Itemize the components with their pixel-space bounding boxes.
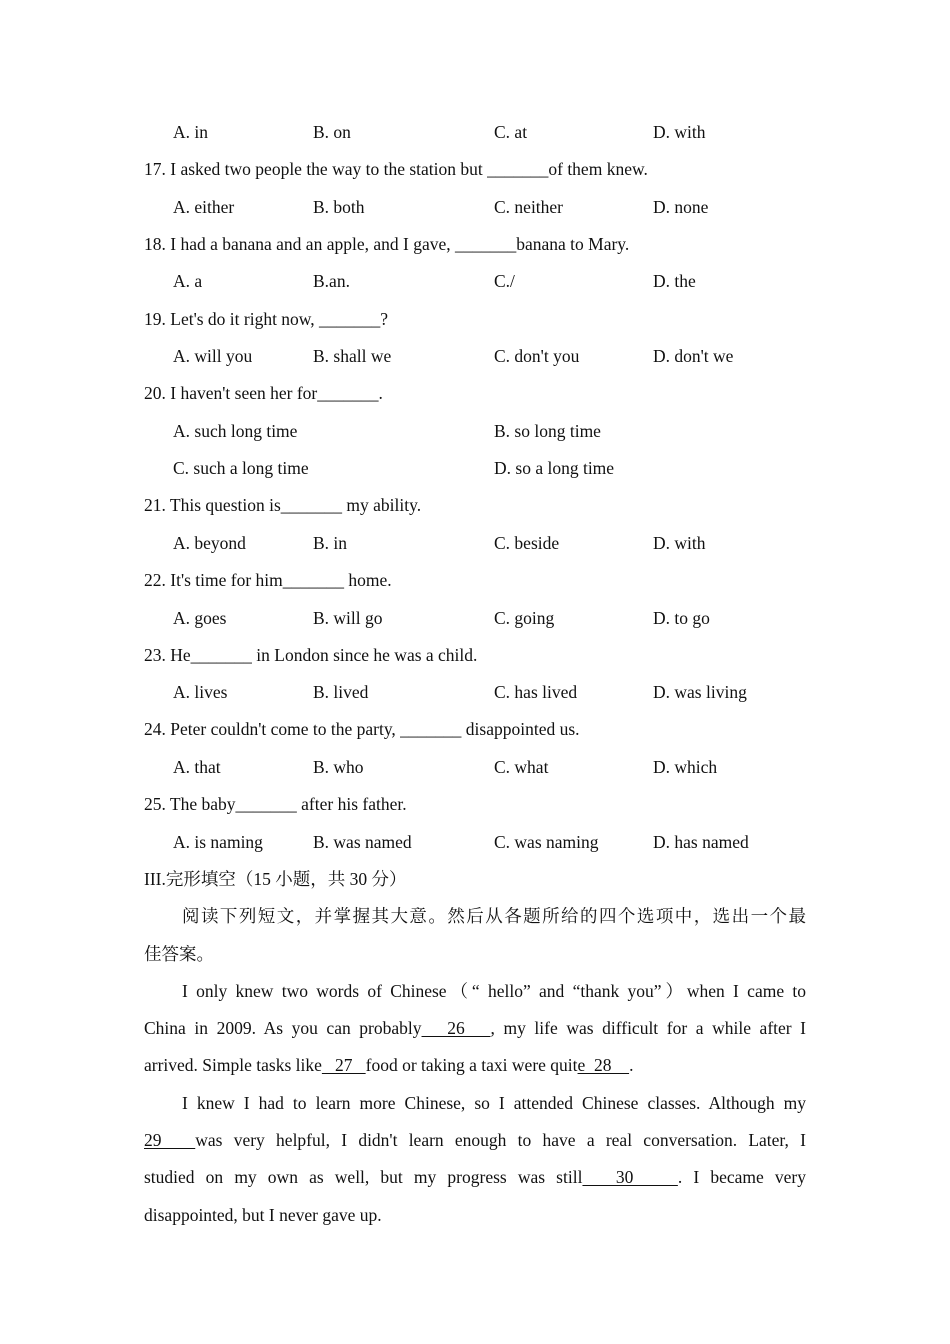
q24-stem: 24. Peter couldn't come to the party, _______ disappointed us. <box>144 719 580 739</box>
q23-option-d: D. was living <box>653 682 747 702</box>
q23-option-a: A. lives <box>173 682 228 702</box>
passage-p1-line-1: I only knew two words of Chinese（“ hello” and “thank you”）when I came to <box>182 981 806 1001</box>
q18-stem: 18. I had a banana and an apple, and I gave, _______banana to Mary. <box>144 234 630 254</box>
q24-option-c: C. what <box>494 757 549 777</box>
q17-option-a: A. either <box>173 197 235 217</box>
q16-option-c: C. at <box>494 122 528 142</box>
passage-p1-line-3 <box>144 1054 633 1076</box>
q18-option-b: B.an. <box>313 271 350 291</box>
q18-option-a: A. a <box>173 271 203 291</box>
q20-option-a: A. such long time <box>173 421 298 441</box>
section-heading: III.完形填空（15 小题，共 30 分） <box>144 869 407 889</box>
q20-stem: 20. I haven't seen her for_______. <box>144 383 383 403</box>
blank-30: 30 <box>582 1167 678 1187</box>
q19-option-d: D. don't we <box>653 346 734 366</box>
passage-text: China in 2009. As you can probably <box>144 1018 422 1038</box>
blank-29: 29 <box>144 1130 196 1150</box>
q25-stem: 25. The baby_______ after his father. <box>144 794 407 814</box>
q16-option-d: D. with <box>653 122 706 142</box>
passage-p2-line-2 <box>144 1129 806 1151</box>
q18-option-c: C./ <box>494 271 515 291</box>
passage-text: studied on my own as well, but my progress was still <box>144 1167 583 1187</box>
q17-option-b: B. both <box>313 197 365 217</box>
q25-option-c: C. was naming <box>494 832 599 852</box>
q17-option-d: D. none <box>653 197 709 217</box>
q19-option-a: A. will you <box>173 346 253 366</box>
passage-p2-line-4: disappointed, but I never gave up. <box>144 1205 382 1225</box>
passage-p2-line-1: I knew I had to learn more Chinese, so I attended Chinese classes. Although my <box>182 1093 806 1113</box>
q22-option-a: A. goes <box>173 608 227 628</box>
passage-p2-line-3 <box>144 1166 806 1188</box>
passage-text: food or taking a taxi were quit <box>365 1055 578 1075</box>
q17-option-c: C. neither <box>494 197 564 217</box>
blank-26: 26 <box>421 1018 491 1038</box>
q19-option-b: B. shall we <box>313 346 392 366</box>
q21-stem: 21. This question is_______ my ability. <box>144 495 422 515</box>
q22-option-d: D. to go <box>653 608 710 628</box>
q21-option-b: B. in <box>313 533 348 553</box>
instructions-line-1: 阅读下列短文，并掌握其大意。然后从各题所给的四个选项中，选出一个最 <box>182 906 806 926</box>
q19-stem: 19. Let's do it right now, _______? <box>144 309 389 329</box>
q16-option-b: B. on <box>313 122 351 142</box>
q20-option-c: C. such a long time <box>173 458 309 478</box>
q25-option-b: B. was named <box>313 832 412 852</box>
q23-option-b: B. lived <box>313 682 369 702</box>
q24-option-b: B. who <box>313 757 364 777</box>
passage-text: was very helpful, I didn't learn enough to have a real conversation. Later, I <box>195 1130 807 1150</box>
q16-option-a: A. in <box>173 122 208 142</box>
q19-option-c: C. don't you <box>494 346 580 366</box>
instructions-line-2: 佳答案。 <box>144 944 214 964</box>
q18-option-d: D. the <box>653 271 696 291</box>
q24-option-a: A. that <box>173 757 221 777</box>
q22-option-c: C. going <box>494 608 555 628</box>
passage-text: . <box>629 1055 634 1075</box>
q24-option-d: D. which <box>653 757 718 777</box>
q21-option-a: A. beyond <box>173 533 246 553</box>
passage-text: , my life was difficult for a while after I <box>490 1018 807 1038</box>
passage-p1-line-2 <box>144 1017 806 1039</box>
q25-option-a: A. is naming <box>173 832 263 852</box>
q22-option-b: B. will go <box>313 608 383 628</box>
q25-option-d: D. has named <box>653 832 749 852</box>
q17-stem: 17. I asked two people the way to the station but _______of them knew. <box>144 159 648 179</box>
blank-28: e 28 <box>577 1055 630 1075</box>
q21-option-c: C. beside <box>494 533 560 553</box>
q23-stem: 23. He_______ in London since he was a child. <box>144 645 478 665</box>
q20-option-d: D. so a long time <box>494 458 615 478</box>
passage-text: arrived. Simple tasks like <box>144 1055 322 1075</box>
q21-option-d: D. with <box>653 533 706 553</box>
q23-option-c: C. has lived <box>494 682 578 702</box>
q20-option-b: B. so long time <box>494 421 601 441</box>
q22-stem: 22. It's time for him_______ home. <box>144 570 392 590</box>
blank-27: 27 <box>321 1055 366 1075</box>
passage-text: . I became very <box>677 1167 806 1187</box>
